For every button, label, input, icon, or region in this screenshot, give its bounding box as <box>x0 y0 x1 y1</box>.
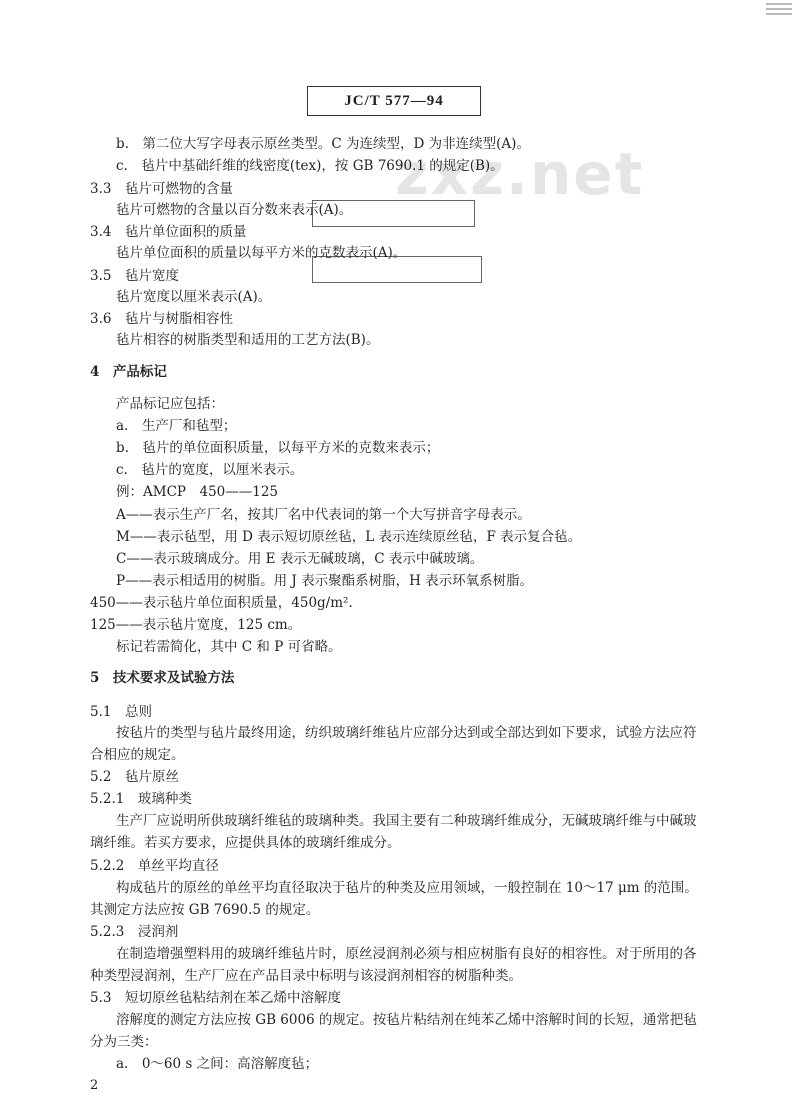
standard-code-header: JC/T 577—94 <box>307 86 481 116</box>
page-number: 2 <box>90 1078 99 1093</box>
section-heading: 3.5 毡片宽度 <box>90 268 179 284</box>
list-item: a. 0～60 s 之间：高溶解度毡； <box>116 1056 319 1072</box>
text-line: 毡片可燃物的含量以百分数来表示(A)。 <box>116 202 353 218</box>
section-heading: 3.6 毡片与树脂相容性 <box>90 311 233 327</box>
text-line: 生产厂应说明所供玻璃纤维毡的玻璃种类。我国主要有二种玻璃纤维成分，无碱玻璃纤维与中碱玻 <box>116 813 697 829</box>
chapter-heading: 4 产品标记 <box>90 364 167 380</box>
section-heading: 5.2.1 玻璃种类 <box>90 791 192 807</box>
text-line: 溶解度的测定方法应按 GB 6006 的规定。按毡片粘结剂在纯苯乙烯中溶解时间的长短，通常把毡 <box>116 1012 697 1028</box>
section-heading: 5.3 短切原丝毡粘结剂在苯乙烯中溶解度 <box>90 990 341 1006</box>
section-heading: 5.2.3 浸润剂 <box>90 924 179 940</box>
example-line: 例：AMCP 450——125 <box>116 484 279 500</box>
text-line: 毡片单位面积的质量以每平方米的克数表示(A)。 <box>116 245 407 261</box>
list-item: b. 毡片的单位面积质量，以每平方米的克数来表示； <box>116 440 440 456</box>
section-heading: 5.2 毡片原丝 <box>90 769 179 785</box>
text-line: 合相应的规定。 <box>90 747 185 763</box>
text-line: M——表示毡型，用 D 表示短切原丝毡，L 表示连续原丝毡，F 表示复合毡。 <box>116 529 582 545</box>
text-line: c. 毡片中基础纤维的线密度(tex)，按 GB 7690.1 的规定(B)。 <box>116 158 504 174</box>
text-line: 125——表示毡片宽度，125 cm。 <box>90 617 302 633</box>
chapter-heading: 5 技术要求及试验方法 <box>90 670 235 686</box>
text-line: 毡片相容的树脂类型和适用的工艺方法(B)。 <box>116 332 380 348</box>
text-line: 璃纤维。若买方要求，应提供具体的玻璃纤维成分。 <box>90 835 401 851</box>
list-item: c. 毡片的宽度，以厘米表示。 <box>116 462 304 478</box>
section-heading: 3.4 毡片单位面积的质量 <box>90 224 247 240</box>
section-heading: 5.1 总则 <box>90 704 152 720</box>
text-line: 在制造增强塑料用的玻璃纤维毡片时，原丝浸润剂必须与相应树脂有良好的相容性。对于所用的各 <box>116 946 697 962</box>
text-line: 450——表示毡片单位面积质量，450g/m². <box>90 595 353 611</box>
text-line: C——表示玻璃成分。用 E 表示无碱玻璃，C 表示中碱玻璃。 <box>116 551 484 567</box>
watermark: zxz.net <box>395 140 645 208</box>
list-item: a. 生产厂和毡型； <box>116 418 237 434</box>
text-line: P——表示相适用的树脂。用 J 表示聚酯系树脂，H 表示环氧系树脂。 <box>116 573 534 589</box>
text-line: 标记若需简化，其中 C 和 P 可省略。 <box>116 639 342 655</box>
text-line: 产品标记应包括： <box>116 396 224 412</box>
menu-icon[interactable] <box>766 0 792 20</box>
section-heading: 3.3 毡片可燃物的含量 <box>90 181 233 197</box>
text-line: 分为三类： <box>90 1034 158 1050</box>
section-heading: 5.2.2 单丝平均直径 <box>90 858 219 874</box>
text-line: 构成毡片的原丝的单丝平均直径取决于毡片的种类及应用领域，一般控制在 10～17 μm 的范围。 <box>116 880 698 896</box>
text-line: b. 第二位大写字母表示原丝类型。C 为连续型，D 为非连续型(A)。 <box>116 136 530 152</box>
text-line: A——表示生产厂名，按其厂名中代表词的第一个大写拼音字母表示。 <box>116 507 531 523</box>
text-line: 其测定方法应按 GB 7690.5 的规定。 <box>90 902 320 918</box>
text-line: 毡片宽度以厘米表示(A)。 <box>116 289 272 305</box>
text-line: 种类型浸润剂，生产厂应在产品目录中标明与该浸润剂相容的树脂种类。 <box>90 968 522 984</box>
text-line: 按毡片的类型与毡片最终用途，纺织玻璃纤维毡片应部分达到或全部达到如下要求，试验方法应符 <box>116 725 697 741</box>
